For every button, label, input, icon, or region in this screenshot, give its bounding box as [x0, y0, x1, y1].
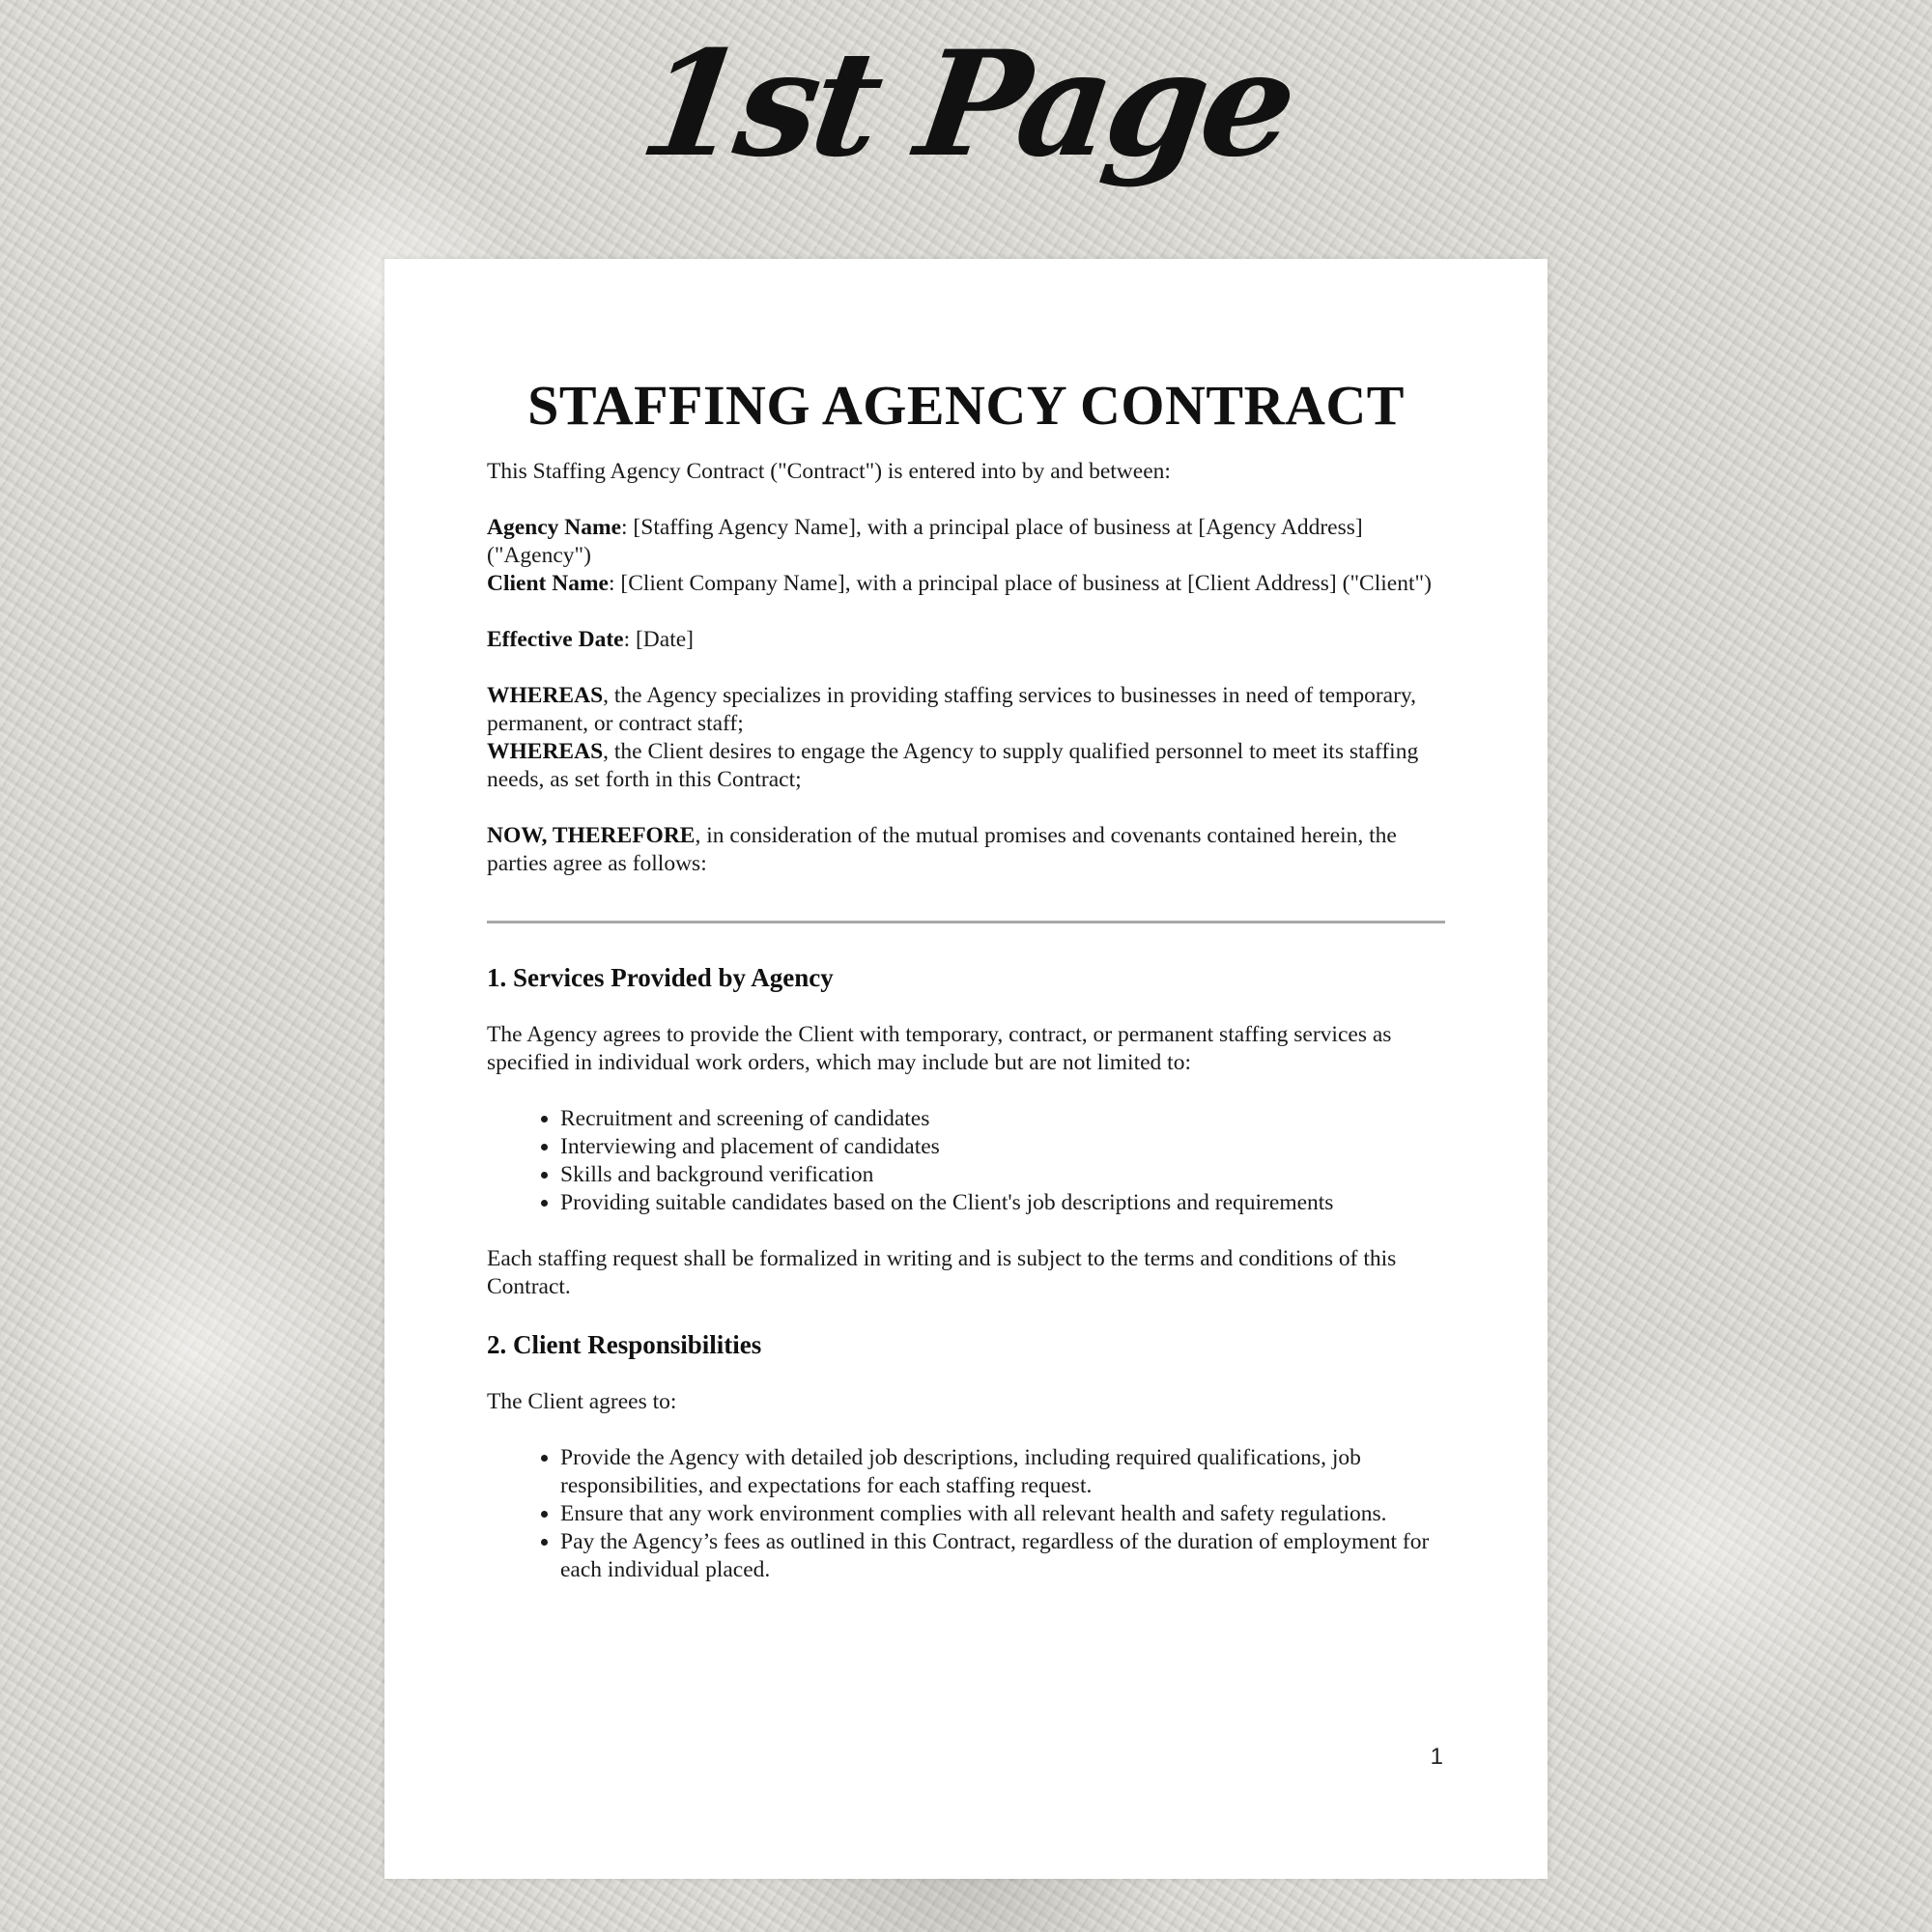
now-therefore-text: , in consideration of the mutual promises and covenants contained herein, the parties agree as follows:	[487, 823, 1397, 876]
list-item: • Provide the Agency with detailed job descriptions, including required qualifications, job responsibilities, and expectations for each staffing request.	[560, 1444, 1445, 1500]
whereas-clause-1	[487, 682, 1445, 738]
list-item: • Recruitment and screening of candidates	[560, 1105, 1445, 1133]
overlay-heading: 1st Page	[631, 19, 1301, 189]
whereas-label: WHEREAS	[487, 739, 604, 764]
client-party	[487, 570, 1445, 598]
document-body	[487, 374, 1445, 1584]
effective-date	[487, 626, 1445, 654]
now-therefore-clause	[487, 822, 1445, 878]
effective-date-value: : [Date]	[623, 627, 694, 652]
whereas-label: WHEREAS	[487, 683, 604, 708]
list-item: • Providing suitable candidates based on the Client's job descriptions and requirements	[560, 1189, 1445, 1217]
whereas-clause-2	[487, 738, 1445, 794]
list-item: • Ensure that any work environment complies with all relevant health and safety regulations.	[560, 1500, 1445, 1528]
list-item: • Interviewing and placement of candidates	[560, 1133, 1445, 1161]
intro-paragraph: This Staffing Agency Contract ("Contract") is entered into by and between:	[487, 459, 1171, 484]
now-therefore-label: NOW, THEREFORE	[487, 823, 696, 848]
section-2-intro: The Client agrees to:	[487, 1389, 677, 1414]
list-item: • Pay the Agency’s fees as outlined in this Contract, regardless of the duration of employment for each individual placed.	[560, 1528, 1445, 1584]
section-heading-services: 1. Services Provided by Agency	[487, 963, 834, 992]
document-page	[384, 259, 1548, 1879]
whereas-1-text: , the Agency specializes in providing staffing services to businesses in need of temporary, permanent, or contract staff;	[487, 683, 1417, 736]
document-title: STAFFING AGENCY CONTRACT	[527, 374, 1405, 437]
effective-date-label: Effective Date	[487, 627, 624, 652]
services-list	[487, 1105, 1445, 1217]
agency-party	[487, 514, 1445, 570]
agency-details: : [Staffing Agency Name], with a principal place of business at [Agency Address] ("Agency")	[487, 515, 1363, 568]
section-1-intro: The Agency agrees to provide the Client with temporary, contract, or permanent staffing services as specified in individual work orders, which may include but are not limited to:	[487, 1022, 1392, 1075]
responsibilities-list	[487, 1444, 1445, 1584]
whereas-2-text: , the Client desires to engage the Agency to supply qualified personnel to meet its staffing needs, as set forth in this Contract;	[487, 739, 1419, 792]
section-1-closing: Each staffing request shall be formalized in writing and is subject to the terms and conditions of this Contract.	[487, 1246, 1397, 1299]
agency-label: Agency Name	[487, 515, 622, 540]
client-label: Client Name	[487, 571, 609, 596]
section-heading-client-responsibilities: 2. Client Responsibilities	[487, 1330, 762, 1359]
client-details: : [Client Company Name], with a principal place of business at [Client Address] ("Client")	[608, 571, 1432, 596]
list-item: • Skills and background verification	[560, 1161, 1445, 1189]
page-number: 1	[1430, 1744, 1443, 1770]
section-divider	[487, 921, 1445, 923]
